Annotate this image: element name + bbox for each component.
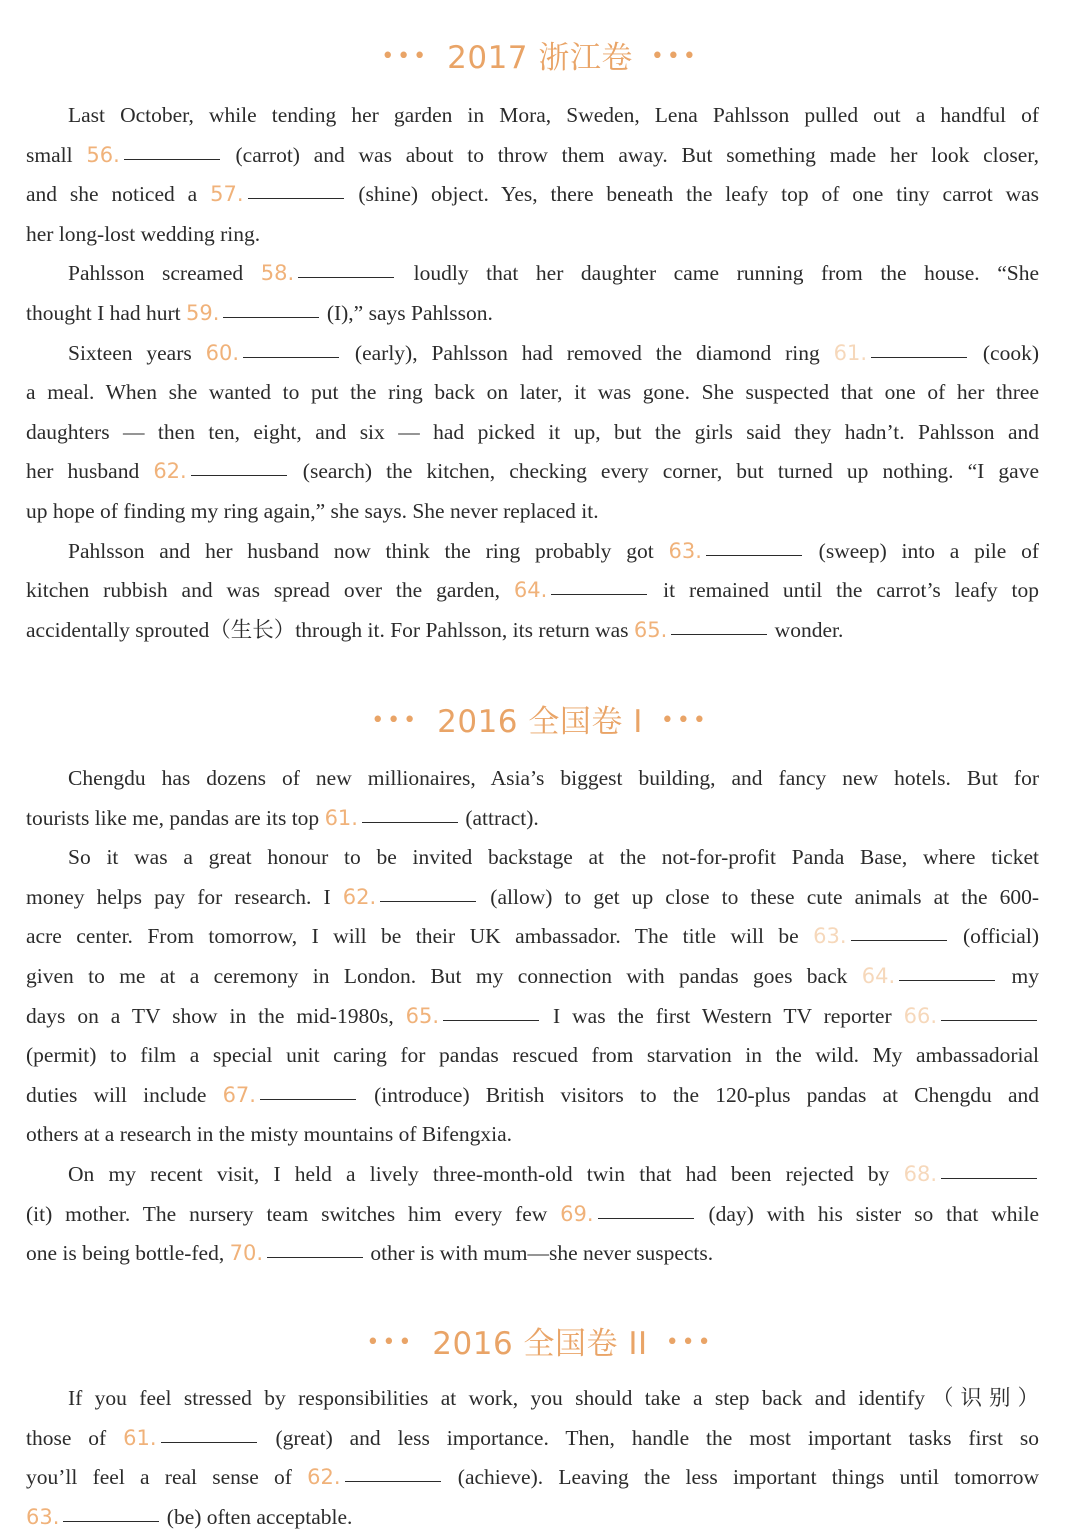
question-number: 61. bbox=[833, 340, 867, 365]
answer-blank bbox=[223, 316, 319, 318]
text-line bbox=[26, 136, 1039, 176]
text-line bbox=[26, 917, 1039, 957]
text-line bbox=[26, 1379, 1039, 1419]
section-title: ••• 2016 全国卷 I ••• bbox=[371, 704, 709, 740]
question-number: 64. bbox=[513, 578, 548, 603]
text-segment: Pahlsson screamed bbox=[68, 261, 261, 286]
question-number: 57. bbox=[210, 182, 244, 207]
question-number: 65. bbox=[633, 617, 668, 642]
answer-blank bbox=[267, 1256, 363, 1258]
section-title: ••• 2017 浙江卷 ••• bbox=[381, 40, 699, 76]
decorative-dots-icon: ••• bbox=[665, 1330, 714, 1355]
text-segment: days on a TV show in the mid-1980s, bbox=[26, 1003, 406, 1028]
text-segment: others at a research in the misty mountains of Bifengxia. bbox=[26, 1122, 513, 1147]
question-number: 70. bbox=[229, 1241, 264, 1266]
text-segment: acre center. From tomorrow, I will be their UK ambassador. The title will be bbox=[26, 924, 814, 949]
question-number: 63. bbox=[668, 538, 702, 563]
text-segment: (early), Pahlsson had removed the diamond ring bbox=[341, 340, 834, 365]
text-line bbox=[26, 413, 1039, 453]
text-segment: thought I had hurt bbox=[26, 300, 187, 325]
text-line bbox=[26, 571, 1039, 611]
text-segment: (sweep) into a pile of bbox=[803, 538, 1039, 563]
text-segment: (be) often acceptable. bbox=[161, 1504, 353, 1529]
text-segment: her long-lost wedding ring. bbox=[26, 221, 261, 246]
question-number: 66. bbox=[903, 1003, 937, 1028]
text-segment: Sixteen years bbox=[68, 340, 206, 365]
question-number: 69. bbox=[560, 1201, 594, 1226]
question-number: 62. bbox=[153, 459, 187, 484]
text-segment: wonder. bbox=[769, 617, 844, 642]
text-line bbox=[26, 492, 1039, 532]
passage bbox=[26, 1379, 1039, 1537]
question-number: 61. bbox=[123, 1425, 157, 1450]
text-segment: (cook) bbox=[969, 340, 1039, 365]
decorative-dots-icon: ••• bbox=[660, 708, 709, 733]
text-segment: it remained until the carrot’s leafy top bbox=[649, 578, 1040, 603]
answer-blank bbox=[191, 474, 287, 476]
question-number: 63. bbox=[26, 1504, 60, 1529]
text-segment: (I),” says Pahlsson. bbox=[321, 300, 493, 325]
text-line bbox=[26, 759, 1039, 799]
text-segment: (shine) object. Yes, there beneath the leafy top of one tiny carrot was bbox=[345, 182, 1040, 207]
text-segment: (attract). bbox=[459, 805, 539, 830]
answer-blank bbox=[248, 197, 344, 199]
decorative-dots-icon: ••• bbox=[371, 708, 420, 733]
question-number: 58. bbox=[260, 261, 295, 286]
question-number: 65. bbox=[405, 1003, 440, 1028]
text-segment: (search) the kitchen, checking every corner, but turned up nothing. “I gave bbox=[288, 459, 1040, 484]
text-segment: (permit) to film a special unit caring for pandas rescued from starvation in the wild. My ambassadorial bbox=[26, 1043, 1039, 1068]
question-number: 61. bbox=[324, 805, 358, 830]
answer-blank bbox=[243, 356, 339, 358]
question-number: 67. bbox=[222, 1082, 256, 1107]
question-number: 60. bbox=[205, 340, 240, 365]
text-line bbox=[26, 452, 1039, 492]
answer-blank bbox=[124, 158, 220, 160]
question-number: 59. bbox=[186, 300, 220, 325]
text-segment: So it was a great honour to be invited backstage at the not-for-profit Panda Base, where ticket bbox=[68, 845, 1039, 870]
answer-blank bbox=[706, 554, 802, 556]
section-title: ••• 2016 全国卷 II ••• bbox=[366, 1326, 714, 1362]
answer-blank bbox=[380, 900, 476, 902]
text-line bbox=[26, 1115, 1039, 1155]
question-number: 64. bbox=[861, 963, 896, 988]
question-number: 56. bbox=[86, 142, 120, 167]
decorative-dots-icon: ••• bbox=[650, 44, 699, 69]
answer-blank bbox=[671, 633, 767, 635]
text-segment: one is being bottle-fed, bbox=[26, 1241, 230, 1266]
passage bbox=[26, 759, 1039, 1274]
text-segment: tourists like me, pandas are its top bbox=[26, 805, 325, 830]
question-number: 62. bbox=[342, 884, 377, 909]
answer-blank bbox=[362, 821, 458, 823]
text-segment: small bbox=[26, 142, 87, 167]
text-line bbox=[26, 96, 1039, 136]
text-segment: If you feel stressed by responsibilities at work, you should take a step back and identify（识别） bbox=[68, 1386, 1039, 1410]
text-segment: (official) bbox=[948, 924, 1039, 949]
text-line bbox=[26, 838, 1039, 878]
text-segment: (great) and less importance. Then, handle the most important tasks first so bbox=[258, 1425, 1040, 1450]
text-line bbox=[26, 334, 1039, 374]
text-line bbox=[26, 1458, 1039, 1498]
answer-blank bbox=[345, 1480, 441, 1482]
question-number: 63. bbox=[813, 924, 847, 949]
answer-blank bbox=[63, 1520, 159, 1522]
answer-blank bbox=[260, 1098, 356, 1100]
text-line bbox=[26, 878, 1039, 918]
answer-blank bbox=[443, 1019, 539, 1021]
answer-blank bbox=[598, 1217, 694, 1219]
answer-blank bbox=[941, 1019, 1037, 1021]
text-line bbox=[26, 294, 1039, 334]
text-line bbox=[26, 1234, 1039, 1274]
text-segment: loudly that her daughter came running from the house. “She bbox=[396, 261, 1039, 286]
text-segment: accidentally sprouted（生长）through it. For Pahlsson, its return was bbox=[26, 617, 634, 642]
answer-blank bbox=[298, 276, 394, 278]
text-segment: On my recent visit, I held a lively three-month-old twin that had been rejected by bbox=[68, 1161, 904, 1186]
text-segment: (carrot) and was about to throw them away. But something made her look closer, bbox=[221, 142, 1039, 167]
text-segment: daughters — then ten, eight, and six — had picked it up, but the girls said they hadn’t. Pahlsson and bbox=[26, 419, 1039, 444]
answer-blank bbox=[871, 356, 967, 358]
text-segment: my bbox=[997, 963, 1039, 988]
text-segment: given to me at a ceremony in London. But my connection with pandas goes back bbox=[26, 963, 862, 988]
text-line bbox=[26, 799, 1039, 839]
text-line bbox=[26, 254, 1039, 294]
text-line bbox=[26, 1419, 1039, 1459]
text-segment: Last October, while tending her garden in Mora, Sweden, Lena Pahlsson pulled out a handful of bbox=[68, 103, 1039, 127]
text-line bbox=[26, 532, 1039, 572]
text-segment: kitchen rubbish and was spread over the garden, bbox=[26, 578, 514, 603]
text-segment: Chengdu has dozens of new millionaires, Asia’s biggest building, and fancy new hotels. But for bbox=[68, 766, 1039, 790]
text-segment: I was the first Western TV reporter bbox=[541, 1003, 904, 1028]
text-segment: money helps pay for research. I bbox=[26, 884, 343, 909]
text-line bbox=[26, 215, 1039, 255]
text-segment: (allow) to get up close to these cute animals at the 600- bbox=[478, 884, 1039, 909]
question-number: 62. bbox=[307, 1465, 341, 1490]
text-segment: those of bbox=[26, 1425, 124, 1450]
text-line bbox=[26, 175, 1039, 215]
text-segment: a meal. When she wanted to put the ring back on later, it was gone. She suspected that one of her three bbox=[26, 380, 1039, 405]
text-segment: up hope of finding my ring again,” she says. She never replaced it. bbox=[26, 498, 599, 523]
text-line bbox=[26, 611, 1039, 651]
text-line bbox=[26, 1036, 1039, 1076]
text-segment: (it) mother. The nursery team switches him every few bbox=[26, 1201, 561, 1226]
decorative-dots-icon: ••• bbox=[381, 44, 430, 69]
text-line bbox=[26, 1498, 1039, 1537]
text-line bbox=[26, 997, 1039, 1037]
text-segment: her husband bbox=[26, 459, 154, 484]
text-segment: duties will include bbox=[26, 1082, 223, 1107]
answer-blank bbox=[161, 1441, 257, 1443]
text-line bbox=[26, 1155, 1039, 1195]
answer-blank bbox=[551, 593, 647, 595]
question-number: 68. bbox=[903, 1161, 937, 1186]
text-line bbox=[26, 957, 1039, 997]
text-segment: (achieve). Leaving the less important things until tomorrow bbox=[442, 1465, 1039, 1490]
text-segment: Pahlsson and her husband now think the ring probably got bbox=[68, 538, 669, 563]
text-line bbox=[26, 1076, 1039, 1116]
text-segment: other is with mum—she never suspects. bbox=[365, 1241, 714, 1266]
text-segment: you’ll feel a real sense of bbox=[26, 1465, 308, 1490]
passage bbox=[26, 96, 1039, 650]
answer-blank bbox=[899, 979, 995, 981]
text-segment: (introduce) British visitors to the 120-plus pandas at Chengdu and bbox=[357, 1082, 1040, 1107]
answer-blank bbox=[941, 1177, 1037, 1179]
decorative-dots-icon: ••• bbox=[366, 1330, 415, 1355]
text-line bbox=[26, 373, 1039, 413]
answer-blank bbox=[851, 939, 947, 941]
text-segment: (day) with his sister so that while bbox=[695, 1201, 1039, 1226]
text-line bbox=[26, 1195, 1039, 1235]
text-segment: and she noticed a bbox=[26, 182, 211, 207]
